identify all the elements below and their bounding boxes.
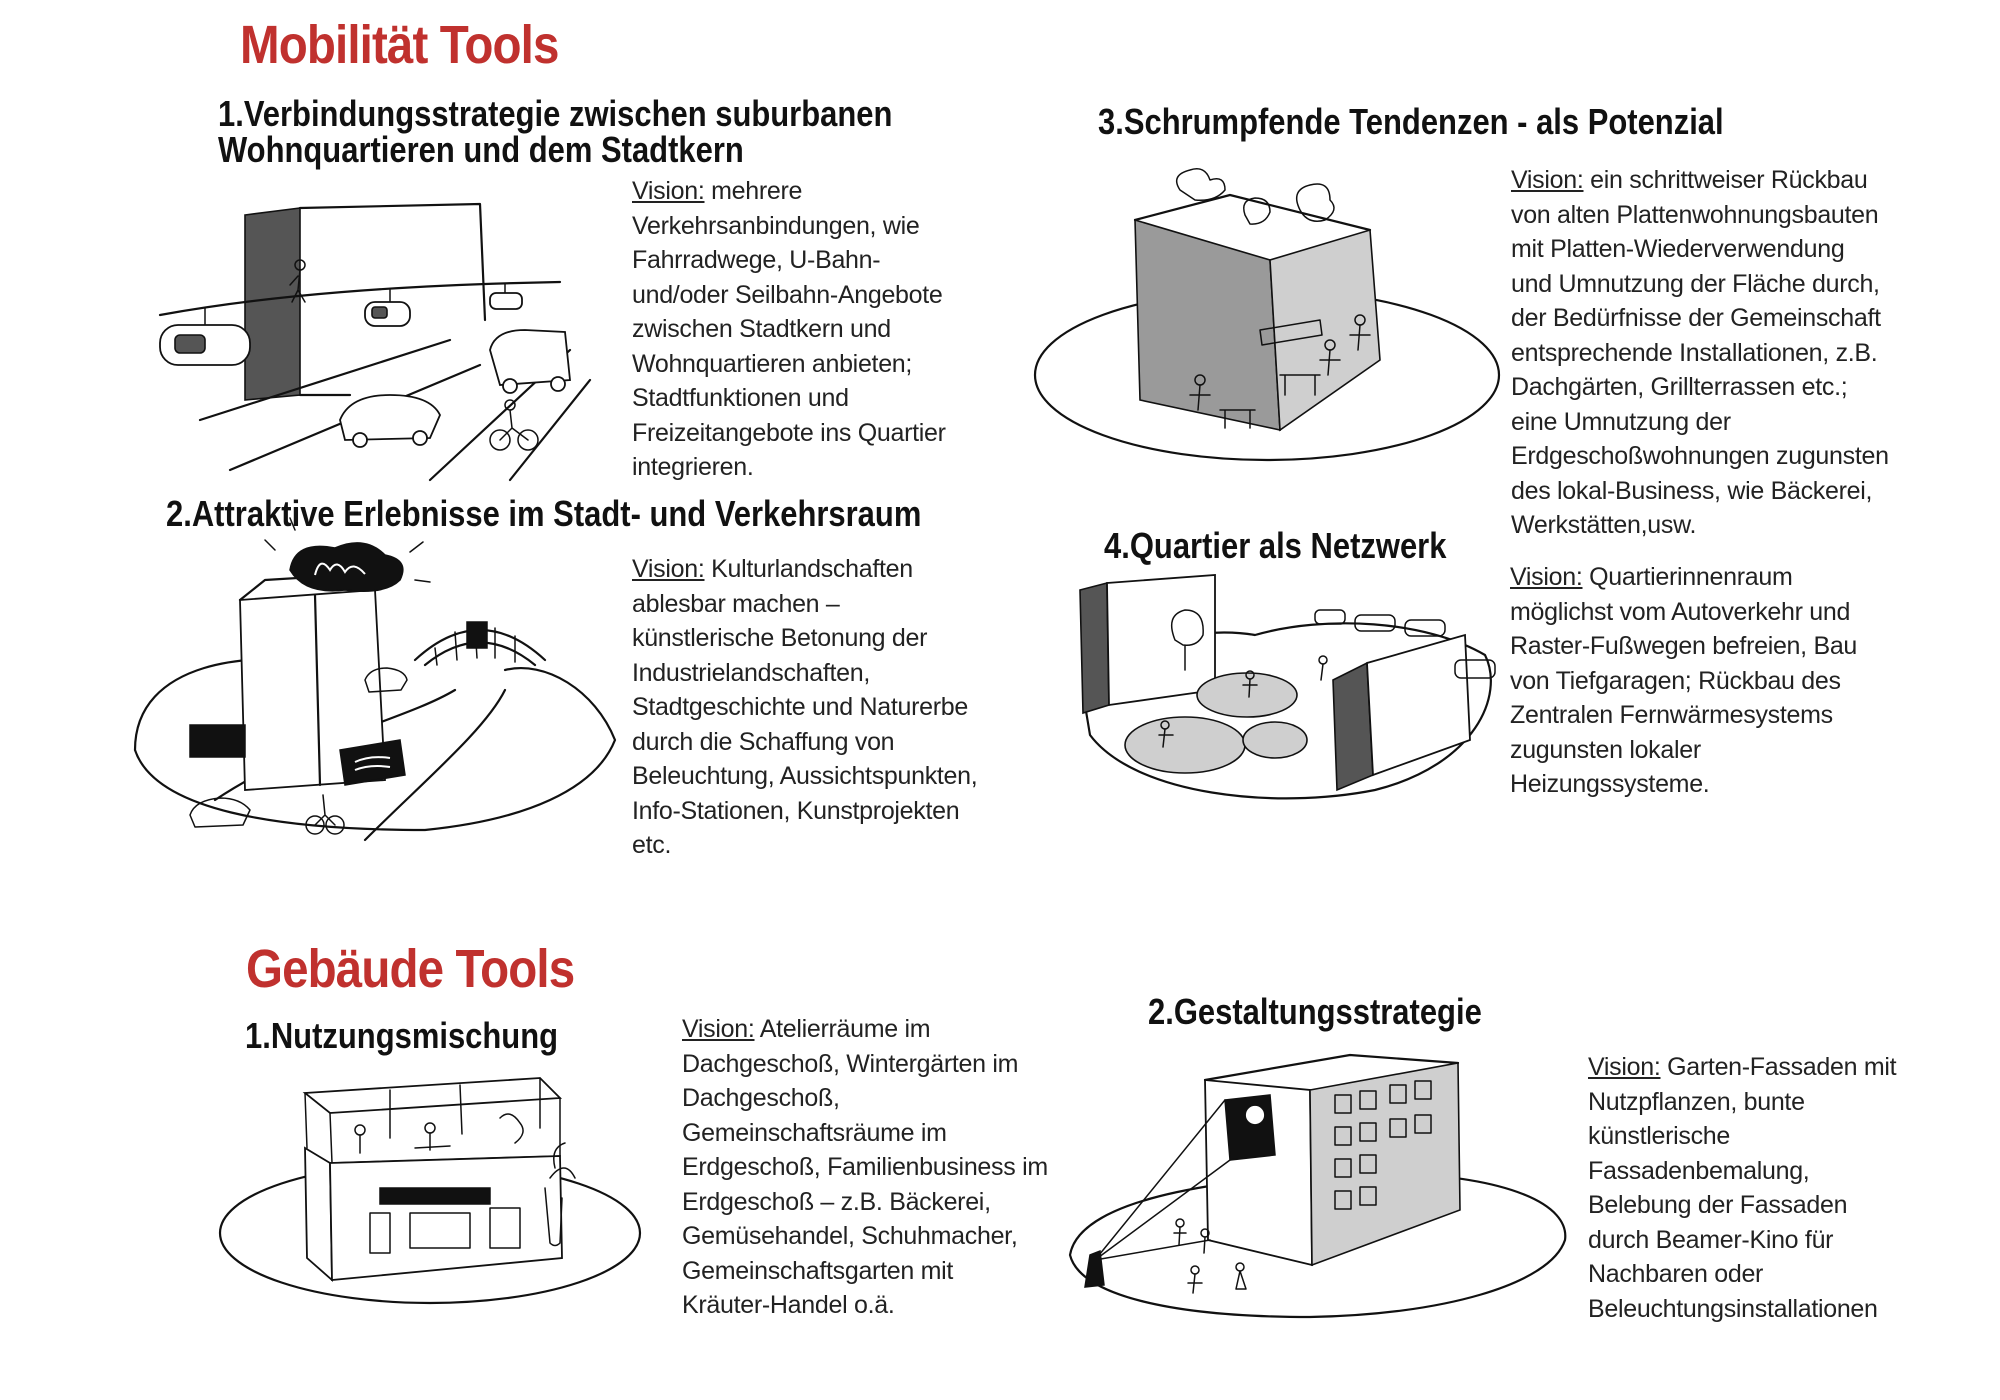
vision-line: Zentralen Fernwärmesystems (1510, 701, 1833, 729)
vision-line: mehrere (704, 177, 803, 205)
vision-text-quartier-netzwerk (1510, 560, 1857, 802)
tool-heading-schrumpfende-tendenzen (1098, 101, 1724, 142)
vision-line: Stadtgeschichte und Naturerbe (632, 693, 968, 721)
heading-line: 2.Gestaltungsstrategie (1148, 991, 1482, 1032)
vision-line: zwischen Stadtkern und (632, 315, 891, 343)
vision-line: des lokal-Business, wie Bäckerei, (1511, 476, 1873, 505)
vision-line: möglichst vom Autoverkehr und (1510, 597, 1851, 626)
vision-line: Industrielandschaften, (632, 658, 871, 687)
sketch-bridge-landscape (125, 540, 625, 840)
vision-line: Dachgeschoß, (682, 1084, 840, 1112)
vision-line: Beleuchtungsinstallationen (1588, 1294, 1878, 1323)
vision-line: künstlerische Betonung der (632, 624, 928, 652)
vision-line: Erdgeschoß – z.B. Bäckerei, (682, 1187, 991, 1216)
heading-line: Wohnquartieren und dem Stadtkern (218, 129, 744, 170)
vision-line: mit Platten-Wiederverwendung (1511, 235, 1845, 263)
vision-line: ablesbar machen – (632, 589, 840, 618)
sketch-cable-car-road (150, 190, 610, 480)
sketch-facade-projection (1060, 1055, 1580, 1335)
vision-line: entsprechende Installationen, z.B. (1511, 338, 1878, 367)
vision-line: Heizungssysteme. (1510, 770, 1710, 798)
vision-line: Belebung der Fassaden (1588, 1191, 1848, 1219)
vision-line: eine Umnutzung der (1511, 407, 1731, 436)
vision-label: Vision: (1511, 166, 1584, 194)
sketch-shrinking-building (1030, 170, 1510, 470)
vision-line: zugunsten lokaler (1510, 735, 1701, 764)
section-title-mobility: Mobilität Tools (240, 15, 559, 75)
vision-line: durch die Schaffung von (632, 727, 895, 756)
vision-line: etc. (632, 831, 672, 859)
vision-line: integrieren. (632, 453, 754, 481)
vision-label: Vision: (682, 1015, 755, 1043)
vision-line: Info-Stationen, Kunstprojekten (632, 796, 960, 825)
vision-line: Gemeinschaftsräume im (682, 1118, 947, 1147)
heading-line: 2.Attraktive Erlebnisse im Stadt- und Verkehrsraum (166, 493, 922, 534)
vision-line: Stadtfunktionen und (632, 384, 849, 412)
vision-line: Raster-Fußwegen befreien, Bau (1510, 632, 1858, 660)
vision-label: Vision: (632, 177, 705, 205)
vision-text-nutzungsmischung (682, 1012, 1048, 1323)
vision-line: durch Beamer-Kino für (1588, 1225, 1834, 1254)
vision-line: Garten-Fassaden mit (1660, 1053, 1897, 1081)
vision-text-schrumpfende-tendenzen (1511, 163, 1889, 543)
section-title-building: Gebäude Tools (246, 939, 575, 999)
vision-line: Gemeinschaftsgarten mit (682, 1256, 953, 1285)
heading-line: 3.Schrumpfende Tendenzen - als Potenzial (1098, 101, 1724, 142)
sketch-mixed-use-building (210, 1068, 650, 1308)
vision-line: Verkehrsanbindungen, wie (632, 211, 920, 240)
tool-heading-gestaltungsstrategie (1148, 991, 1482, 1032)
vision-text-gestaltungsstrategie (1588, 1050, 1896, 1326)
vision-label: Vision: (632, 555, 705, 583)
sketch-network-quarter (1075, 575, 1505, 805)
heading-line: 1.Nutzungsmischung (245, 1015, 559, 1056)
vision-line: Beleuchtung, Aussichtspunkten, (632, 762, 978, 790)
vision-line: und Umnutzung der Fläche durch, (1511, 269, 1880, 298)
vision-line: künstlerische (1588, 1122, 1730, 1150)
vision-label: Vision: (1510, 563, 1583, 591)
heading-line: 1.Verbindungsstrategie zwischen suburbanen (218, 93, 893, 134)
vision-line: Kräuter-Handel o.ä. (682, 1291, 895, 1319)
vision-line: ein schrittweiser Rückbau (1583, 166, 1868, 194)
vision-line: Dachgeschoß, Wintergärten im (682, 1049, 1019, 1078)
tool-heading-verbindungsstrategie (218, 93, 893, 170)
vision-text-attraktive-erlebnisse (632, 552, 977, 863)
tool-heading-quartier-netzwerk (1104, 525, 1447, 566)
vision-line: Nachbaren oder (1588, 1260, 1764, 1288)
vision-line: Werkstätten,usw. (1511, 511, 1697, 539)
vision-line: Erdgeschoßwohnungen zugunsten (1511, 442, 1889, 470)
vision-line: und/oder Seilbahn-Angebote (632, 280, 943, 309)
vision-line: Dachgärten, Grillterrassen etc.; (1511, 373, 1848, 401)
vision-line: Kulturlandschaften (704, 555, 913, 583)
vision-line: von alten Plattenwohnungsbauten (1511, 200, 1879, 229)
heading-line: 4.Quartier als Netzwerk (1104, 525, 1447, 566)
vision-text-verbindungsstrategie (632, 174, 946, 485)
vision-line: Fahrradwege, U-Bahn- (632, 246, 881, 274)
vision-line: Gemüsehandel, Schuhmacher, (682, 1222, 1018, 1250)
vision-line: Erdgeschoß, Familienbusiness im (682, 1153, 1048, 1181)
tool-heading-attraktive-erlebnisse (166, 493, 922, 534)
vision-line: Freizeitangebote ins Quartier (632, 418, 946, 447)
vision-line: der Bedürfnisse der Gemeinschaft (1511, 304, 1881, 332)
vision-line: Atelierräume im (754, 1015, 931, 1043)
vision-line: Fassadenbemalung, (1588, 1156, 1810, 1185)
vision-line: Wohnquartieren anbieten; (632, 349, 913, 378)
vision-line: Nutzpflanzen, bunte (1588, 1087, 1805, 1116)
vision-label: Vision: (1588, 1053, 1661, 1081)
tool-heading-nutzungsmischung (245, 1015, 559, 1056)
vision-line: Quartierinnenraum (1582, 563, 1793, 591)
vision-line: von Tiefgaragen; Rückbau des (1510, 666, 1841, 695)
